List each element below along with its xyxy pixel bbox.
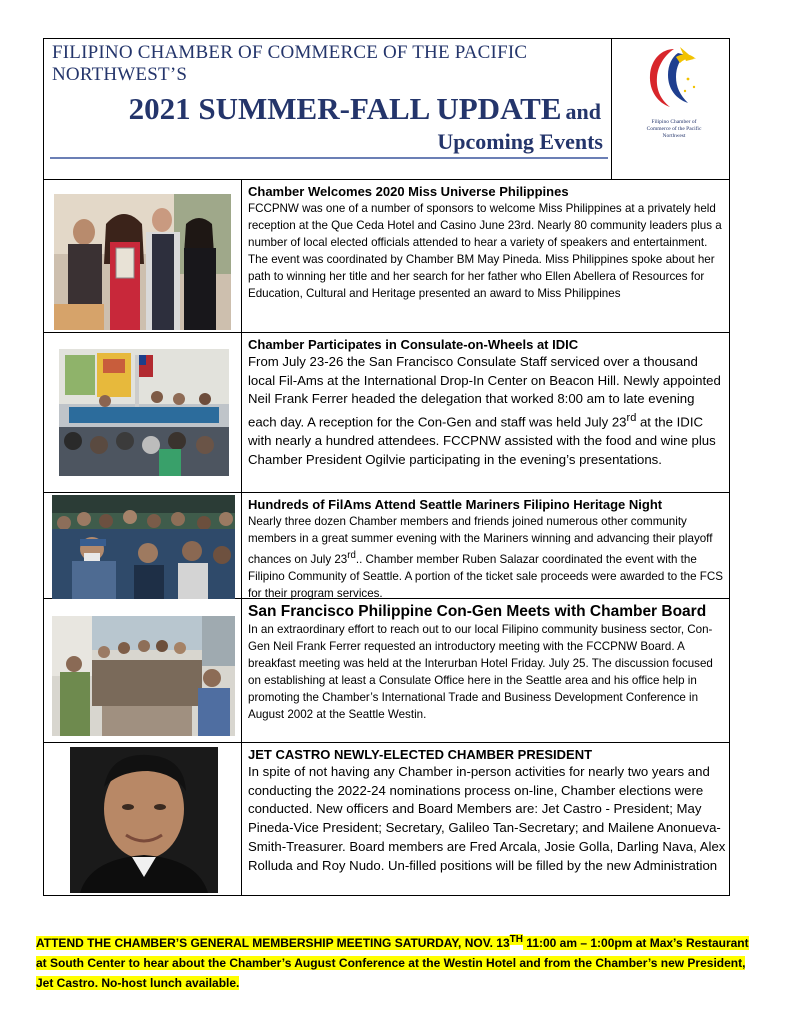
article-row: [44, 493, 729, 599]
article-headline: San Francisco Philippine Con-Gen Meets with Chamber Board: [248, 603, 707, 620]
photo-cell: [44, 333, 242, 492]
article-body: In spite of not having any Chamber in-person activities for nearly two years and conducting the 2022-24 nominations process on-line, Chamber elections were conducted. New officers and Board Members are: Jet Castro - President; May Pineda-Vice President; Secretary, Galileo Tan-Secretary; and Mailene Anonueva-Smith-Treasurer. Board members are Fred Arcala, Josie Golla, Darling Nava, Alex Rolluda and Roy Nudo. Un-filled positions will be filled by the new Administration: [248, 764, 726, 873]
article-row: [44, 180, 729, 333]
article-body-part: .. Chamber member Ruben Salazar coordinated the event with the Filipino Community of Seattle. A portion of the ticket sale proceeds were awarded to the FCS for their program services.: [248, 552, 723, 600]
jet-castro-portrait-photo: [70, 747, 218, 893]
article-body: In an extraordinary effort to reach out to our local Filipino community business sector, Con-Gen Neil Frank Ferrer requested an introductory meeting with the FCCPNW Board. A breakfast meeting was held at the Interurban Hotel Friday. July 25. The discussion focused on establishing at least a Consulate Office here in the Seattle area and his office help in promoting the Chamber’s International Trade and Business Development Conference in August 2002 at the Seattle Westin.: [248, 623, 713, 721]
mariners-night-photo: [52, 495, 235, 599]
title-divider: [50, 157, 608, 159]
newsletter-subtitle: Upcoming Events: [437, 129, 603, 154]
newsletter-title: [129, 91, 601, 127]
article-body: [248, 513, 726, 602]
article-headline: JET CASTRO NEWLY-ELECTED CHAMBER PRESIDENT: [248, 747, 593, 762]
announcement-superscript: TH: [509, 934, 523, 945]
chamber-logo-icon: [636, 45, 706, 117]
miss-universe-photo: [54, 194, 231, 330]
article-text: [248, 180, 726, 302]
header-title-cell: [44, 39, 612, 179]
photo-cell: [44, 599, 242, 742]
org-name-line-1: FILIPINO CHAMBER OF COMMERCE OF THE PACIFIC: [52, 42, 528, 63]
logo-cell: [612, 39, 729, 179]
newsletter-title-main: 2021 SUMMER-FALL UPDATE: [128, 91, 562, 126]
article-body: [248, 353, 726, 470]
article-text: [248, 333, 726, 470]
article-headline: Hundreds of FilAms Attend Seattle Mariners Filipino Heritage Night: [248, 497, 663, 512]
article-row: [44, 333, 729, 493]
article-headline: Chamber Participates in Consulate-on-Wheels at IDIC: [248, 337, 579, 352]
announcement-text: 11:00 am – 1:00pm at Max’s Restaurant at South Center to hear about the Chamber’s August Conference at the Westin Hotel and from the Chamber’s new President, Jet Castro. No-host lunch available.: [36, 936, 749, 990]
logo-caption: Filipino Chamber of Commerce of the Pacific Northwest: [646, 119, 702, 139]
photo-cell: [44, 493, 242, 598]
photo-cell: [44, 180, 242, 332]
article-row: [44, 599, 729, 743]
article-text: [248, 493, 726, 602]
announcement-text: ATTEND THE CHAMBER’S GENERAL MEMBERSHIP MEETING SATURDAY, NOV. 13: [36, 936, 510, 950]
board-meeting-photo: [52, 616, 235, 736]
news-table: [43, 180, 730, 896]
header-box: [43, 38, 730, 180]
article-body-part: at the IDIC with nearly a hundred attendees. FCCPNW assisted with the food and wine plus Chamber President Ogilvie participating in the evening’s presentations.: [248, 414, 716, 467]
article-body-superscript: rd: [347, 550, 356, 561]
article-body: FCCPNW was one of a number of sponsors to welcome Miss Philippines at a privately held reception at the Que Ceda Hotel and Casino June 23rd. Nearly 80 community leaders plus a number of local elected officials attended to hear a variety of speakers and entertainment. The event was coordinated by Chamber BM May Pineda. Miss Philippines spoke about her path to winning her title and her search for her father who Ellen Abellera of Resources for Education, Cultural and Heritage presented an award to Miss Philippines: [248, 202, 722, 300]
article-text: [248, 599, 726, 723]
article-text: [248, 743, 726, 875]
article-row: [44, 743, 729, 896]
article-headline: Chamber Welcomes 2020 Miss Universe Philippines: [248, 184, 569, 199]
article-body-part: Nearly three dozen Chamber members and friends joined numerous other community members in a great summer evening with the Mariners winning and advancing their playoff chances on July 23: [248, 515, 713, 566]
article-body-part: From July 23-26 the San Francisco Consulate Staff serviced over a thousand local Fil-Ams at the International Drop-In Center on Beacon Hill. Newly appointed Neil Frank Ferrer headed the delegation that worked 8:00 am to late evening each day. A reception for the Con-Gen and staff was held July 23: [248, 354, 721, 430]
meeting-announcement: [36, 930, 756, 993]
article-body-superscript: rd: [626, 412, 637, 425]
photo-cell: [44, 743, 242, 896]
consulate-reception-photo: [59, 349, 229, 476]
org-name-line-2: NORTHWEST’S: [52, 64, 188, 85]
newsletter-title-and: and: [565, 99, 601, 124]
